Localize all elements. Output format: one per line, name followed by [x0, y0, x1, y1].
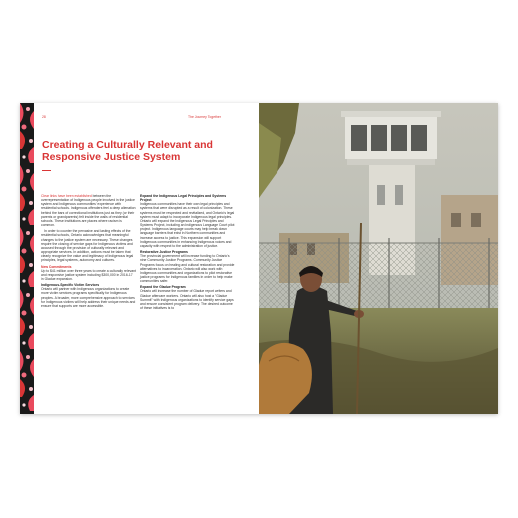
- photo-correctional-facility: [259, 103, 498, 414]
- page-title: Creating a Culturally Relevant and Responsive Justice System: [42, 139, 213, 163]
- title-rule: [42, 170, 51, 171]
- legal-principles-heading: Expand the Indigenous Legal Principles and Systems Project: [140, 194, 227, 203]
- text-column-2: [140, 194, 235, 312]
- intro-rest: between the overrepresentation of Indigenous people involved in the justice system and Indigenous communities' experience with residential schools. Indigenous offenders feel a deep alienation behind the bars of correctional institutions just as they (or their parents or grandparents) felt inside the walls of residential schools. These institutions are places where racism is common.: [41, 194, 136, 228]
- page-number: 28: [42, 115, 46, 119]
- gladue-heading: Expand the Gladue Program: [140, 285, 186, 290]
- decorative-pattern-strip: [20, 103, 34, 414]
- paragraph-2: In order to counter the pervasive and lasting effects of the residential schools, Ontario acknowledges that meaningful changes to the justice system are necessary. These changes require the closing of service gaps for Indigenous victims and accused through the provision of culturally relevant and appropriate services. In addition, actions must be taken that clearly recognize the value and legitimacy of Indigenous legal principles, legal systems, autonomy and cultures.: [41, 229, 134, 263]
- pattern-graphic: [20, 103, 34, 414]
- running-header: The Journey Together: [188, 115, 221, 119]
- victim-services-heading: Indigenous-Specific Victim Services: [41, 283, 100, 288]
- restorative-justice-heading: Restorative Justice Programs: [140, 250, 188, 255]
- right-page: [259, 103, 498, 414]
- left-page: [20, 103, 259, 414]
- legal-principles-text: Indigenous communities have their own legal principles and systems that were disrupted as a result of colonization. These systems must be respected and revitalized, and Ontario's legal system must adapt to incorporate Indigenous legal principles. Ontario will expand the Indigenous Legal Principles and Systems Project, including an Indigenous Language Court pilot project. Indigenous language courts may help break down language barriers that exist in Northern communities and increase access to justice. This expansion will support Indigenous communities in enhancing Indigenous voices and capacity with respect to the administration of justice.: [140, 202, 235, 248]
- new-commitments-heading: New Commitments: [41, 264, 72, 269]
- book-spread: [20, 103, 498, 414]
- intro-lead: Clear links have been established: [41, 194, 92, 198]
- text-column-1: [41, 194, 136, 310]
- intro-paragraph: [41, 194, 136, 227]
- new-commitments-text: Up to $41 million over three years to create a culturally relevant and responsive justice system including $300,000 in 2016-17 in Gladue expansion.: [41, 268, 136, 281]
- gladue-text: Ontario will increase the number of Gladue report writers and Gladue aftercare workers. Ontario will also host a "Gladue Summit" with Indigenous organizations to identify service gaps and ensure consistent program delivery. The desired outcome of these initiatives is to: [140, 289, 234, 311]
- victim-services-text: Ontario will partner with Indigenous organizations to create more victim services programs specifically for Indigenous peoples. A broader, more comprehensive approach to services for Indigenous victims will help address their unique needs and ensure that supports are more accessible.: [41, 287, 136, 308]
- restorative-justice-text: The provincial government will increase funding to Ontario's nine Community Justice Programs. Community Justice Programs focus on healing and cultural restoration and provide alternatives to incarceration. Ontario will also work with Indigenous communities and organizations to pilot restorative justice programs for Indigenous families in order to help make communities safer.: [140, 254, 235, 284]
